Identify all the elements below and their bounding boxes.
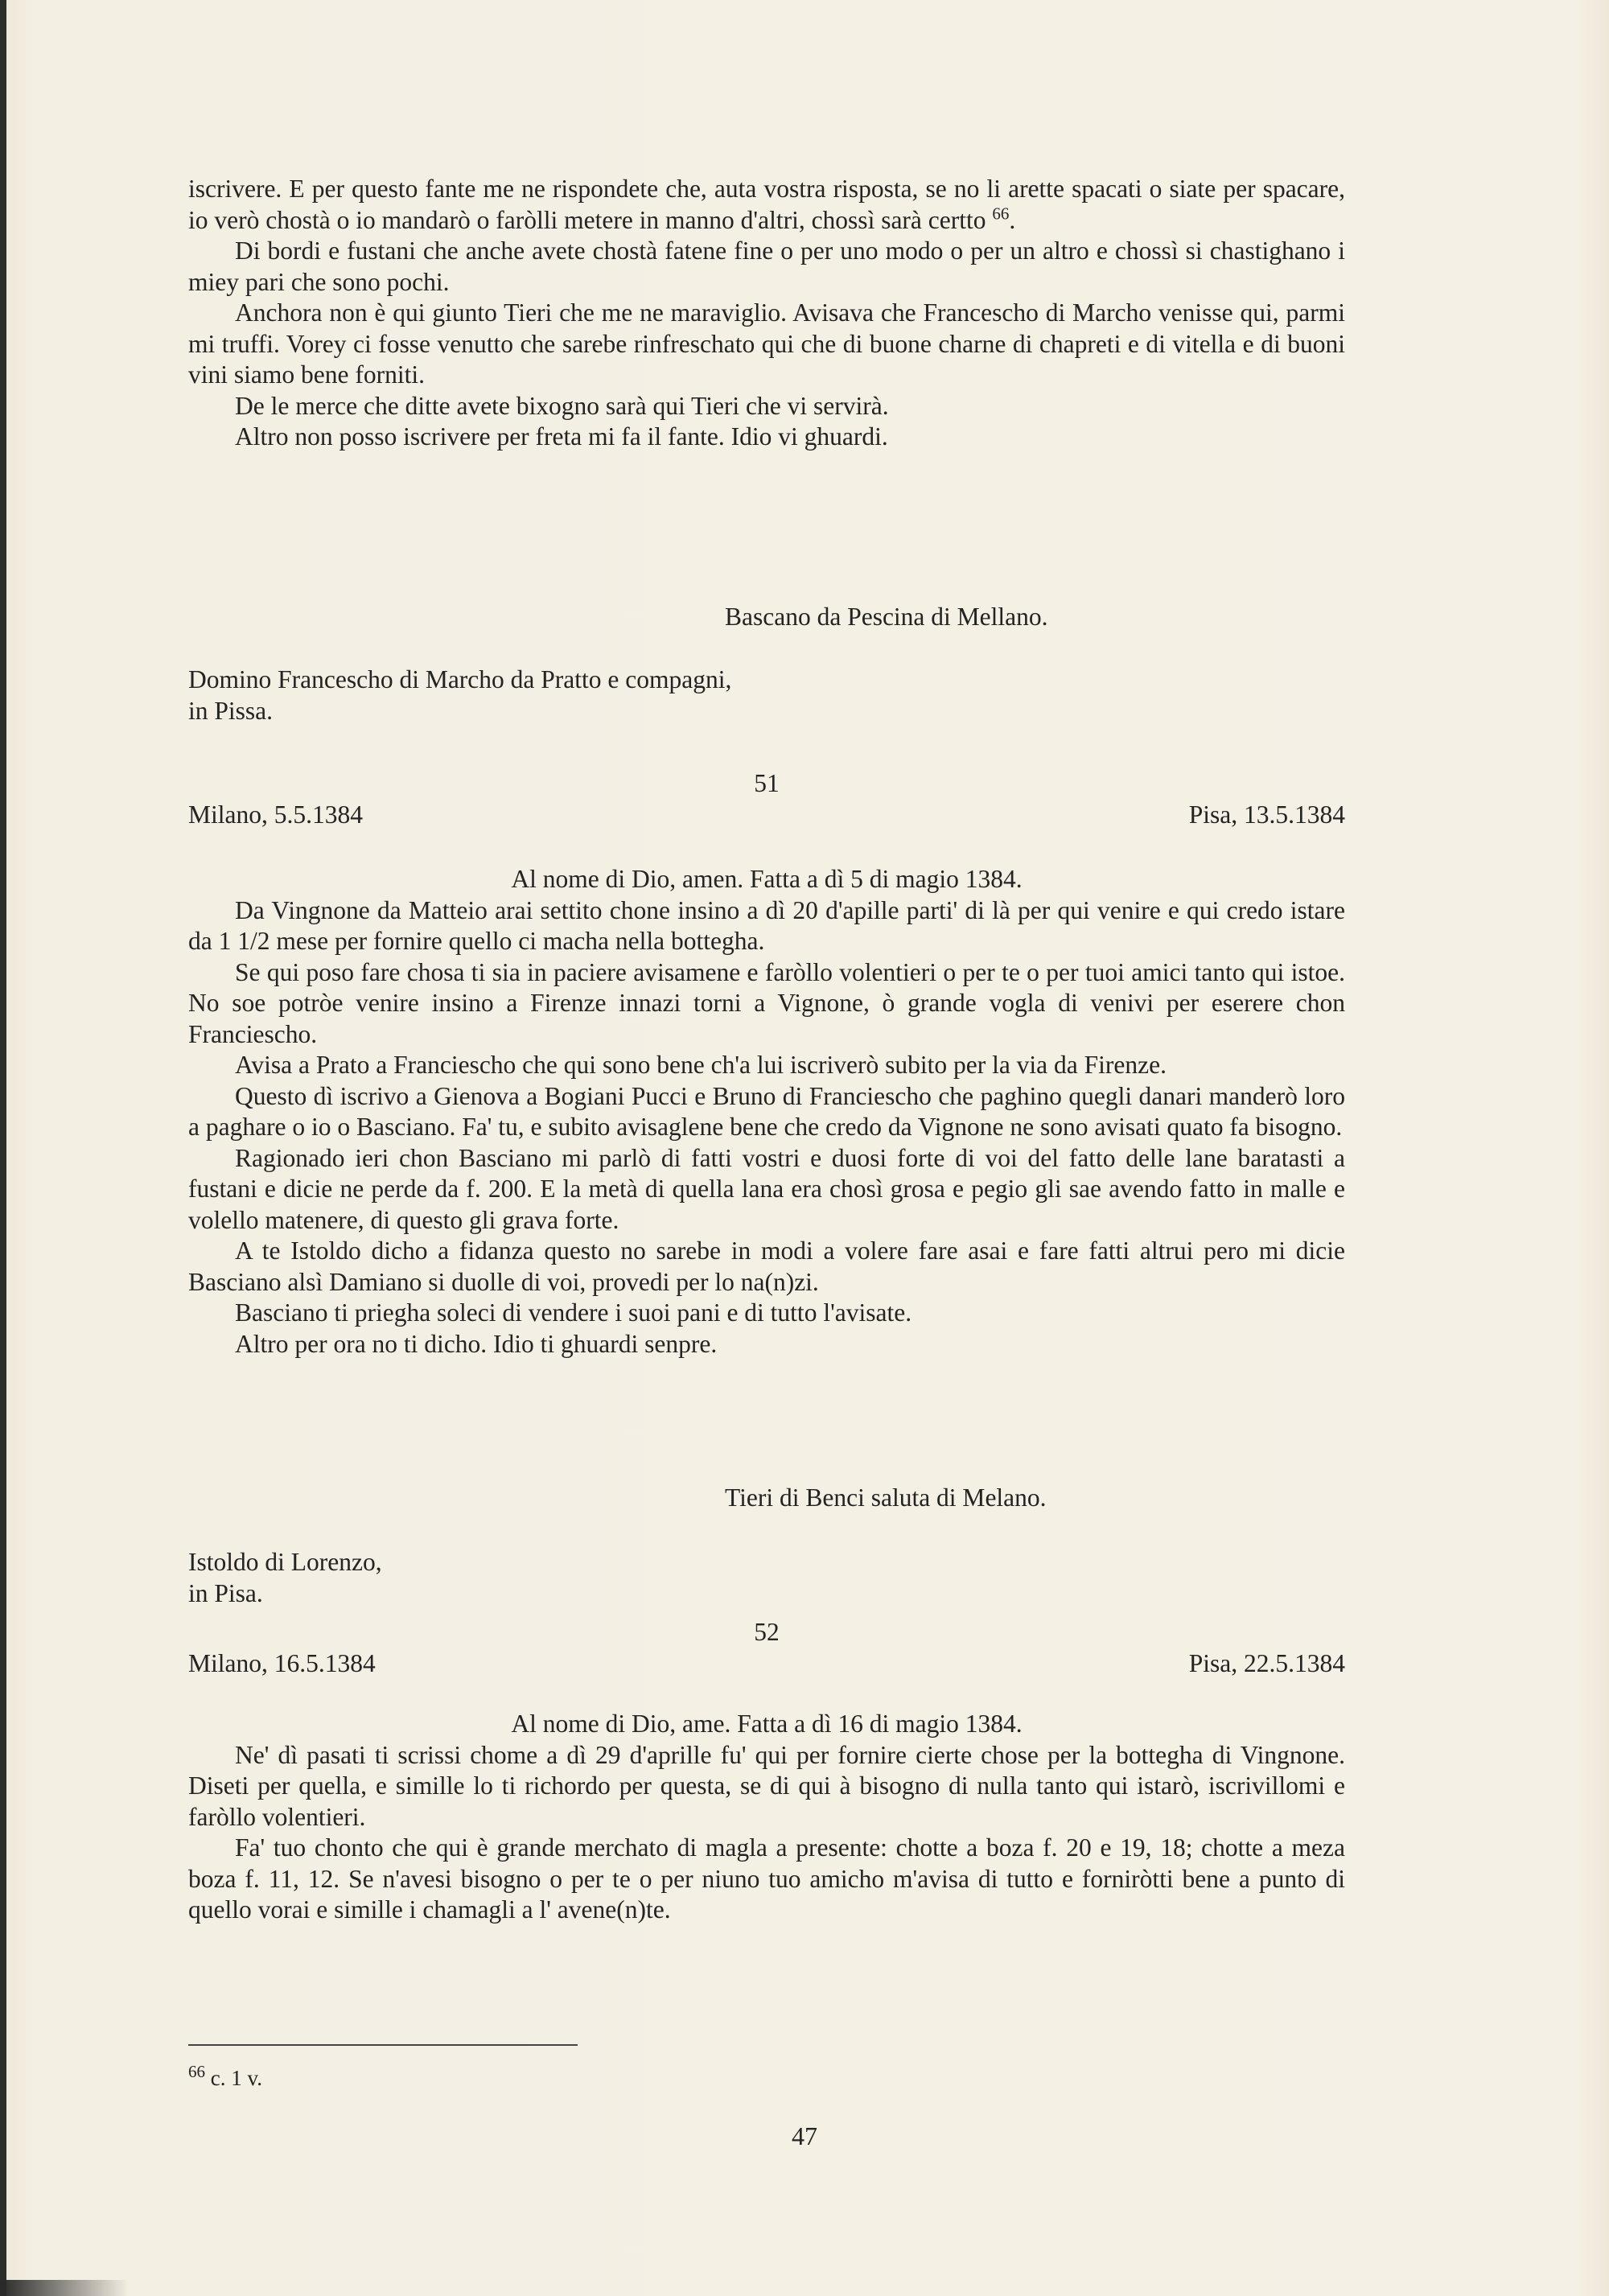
letter-51-paragraph: Altro per ora no ti dicho. Idio ti ghuardi senpre. bbox=[235, 1329, 718, 1358]
top-address-line-2: in Pissa. bbox=[188, 696, 274, 725]
top-paragraph-4: De le merce che ditte avete bixogno sarà qui Tieri che vi servirà. bbox=[235, 391, 889, 420]
top-signature: Bascano da Pescina di Mellano. bbox=[725, 603, 1048, 631]
letter-52 bbox=[188, 1617, 1345, 1679]
page-number: 47 bbox=[792, 2121, 817, 2150]
letter-52-origin: Milano, 16.5.1384 bbox=[188, 1648, 376, 1677]
top-signature-block bbox=[188, 602, 1345, 633]
letter-52-paragraph: Ne' dì pasati ti scrissi chome a dì 29 d'aprille fu' qui per fornire cierte chose per la bottegha di Vingnone. Diseti per quella, e simille lo ti richordo per questa, se di qui à bisogno di nulla tanto qui istarò, iscrivillomi e faròllo volentieri. bbox=[188, 1740, 1345, 1831]
letter-51-paragraph: Avisa a Prato a Franciescho che qui sono bene ch'a lui iscriverò subito per la via da Firenze. bbox=[235, 1051, 1167, 1079]
letter-51-address-block bbox=[188, 1547, 1345, 1609]
letter-52-place-dates bbox=[188, 1648, 1345, 1680]
letter-51-paragraph: Ragionado ieri chon Basciano mi parlò di fatti vostri e duosi forte di voi del fatto delle lane baratasti a fustani e dicie ne perde da f. 200. E la metà di quella lana era chosì grosa e pegio gli sae avendo fatto in malle e volello matenere, di questo gli grava forte. bbox=[188, 1143, 1345, 1234]
top-address-line-1: Domino Francescho di Marcho da Pratto e compagni, bbox=[188, 665, 732, 693]
letter-51-paragraph: Se qui poso fare chosa ti sia in paciere avisamene e faròllo volentieri o per te o per tuoi amici tanto qui istoe. No soe potròe venire insino a Firenze innazi torni a Vignone, ò grande vogla di venivi per eserere chon Franciescho. bbox=[188, 957, 1345, 1048]
top-paragraph-3: Anchora non è qui giunto Tieri che me ne maraviglio. Avisava che Francescho di Marcho venisse qui, parmi mi truffi. Vorey ci fosse venutto che sarebe rinfreschato qui che di buone charne di chapreti e di vitella e di buoni vini siamo bene forniti. bbox=[188, 298, 1345, 389]
top-address-block bbox=[188, 665, 1345, 726]
letter-51-origin: Milano, 5.5.1384 bbox=[188, 800, 363, 829]
book-edge-shadow bbox=[0, 2280, 129, 2296]
footnote-divider bbox=[188, 2044, 578, 2046]
letter-51-paragraph: Basciano ti priegha soleci di vendere i suoi pani e di tutto l'avisate. bbox=[235, 1298, 912, 1327]
letter-51-address-line-2: in Pisa. bbox=[188, 1578, 263, 1607]
footnote bbox=[188, 2062, 262, 2091]
letter-52-destination: Pisa, 22.5.1384 bbox=[1188, 1648, 1345, 1677]
letter-51-signature: Tieri di Benci saluta di Melano. bbox=[725, 1483, 1047, 1512]
letter-52-heading: Al nome di Dio, ame. Fatta a dì 16 di magio 1384. bbox=[511, 1710, 1023, 1738]
letter-51-address-line-1: Istoldo di Lorenzo, bbox=[188, 1548, 382, 1576]
letter-51-paragraph: Questo dì iscrivo a Gienova a Bogiani Pucci e Bruno di Franciescho che paghino quegli danari manderò loro a paghare o io o Basciano. Fa' tu, e subito avisaglene bene che credo da Vignone ne sono avisati quato fa bisogno. bbox=[188, 1081, 1345, 1141]
top-paragraph-1: iscrivere. E per questo fante me ne rispondete che, auta vostra risposta, se no li arette spacati o siate per spacare, io verò chostà o io mandarò o faròlli metere in manno d'altri, chossì sarà certto $^{66}$. bbox=[188, 175, 1345, 234]
footnote-mark: 66 bbox=[188, 2062, 205, 2081]
letter-51-paragraph: Da Vingnone da Matteio arai settito chone insino a dì 20 d'apille parti' di là per qui venire e qui credo istare da 1 1/2 mese per fornire quello ci macha nella bottegha. bbox=[188, 895, 1345, 955]
footnote-text: c. 1 v. bbox=[210, 2066, 262, 2090]
letter-51-destination: Pisa, 13.5.1384 bbox=[1188, 800, 1345, 829]
letter-51-heading: Al nome di Dio, amen. Fatta a dì 5 di magio 1384. bbox=[511, 865, 1023, 893]
letter-52-body bbox=[188, 1709, 1345, 1926]
top-letter-continuation bbox=[188, 174, 1345, 453]
letter-52-number: 52 bbox=[754, 1618, 780, 1646]
letter-51-body bbox=[188, 864, 1345, 1360]
letter-51-signature-block bbox=[188, 1483, 1345, 1514]
letter-51-number: 51 bbox=[754, 769, 780, 797]
footnote-reference: 66 bbox=[992, 204, 1010, 223]
top-paragraph-2: Di bordi e fustani che anche avete chostà fatene fine o per uno modo o per un altro e chossì si chastighano i miey pari che sono pochi. bbox=[188, 237, 1345, 296]
letter-51 bbox=[188, 768, 1345, 830]
book-spine-shadow bbox=[0, 0, 6, 2296]
top-paragraph-5: Altro non posso iscrivere per freta mi fa il fante. Idio vi ghuardi. bbox=[235, 422, 888, 451]
letter-51-paragraph: A te Istoldo dicho a fidanza questo no sarebe in modi a volere fare asai e fare fatti altrui pero mi dicie Basciano alsì Damiano si duolle di voi, provedi per lo na(n)zi. bbox=[188, 1236, 1345, 1296]
letter-52-paragraph: Fa' tuo chonto che qui è grande merchato di magla a presente: chotte a boza f. 20 e 19, 18; chotte a meza boza f. 11, 12. Se n'avesi bisogno o per te o per niuno tuo amicho m'avisa di tutto e forniròtti bene a punto di quello vorai e simille i chamagli a l' avene(n)te. bbox=[188, 1833, 1345, 1924]
letter-51-place-dates bbox=[188, 800, 1345, 831]
